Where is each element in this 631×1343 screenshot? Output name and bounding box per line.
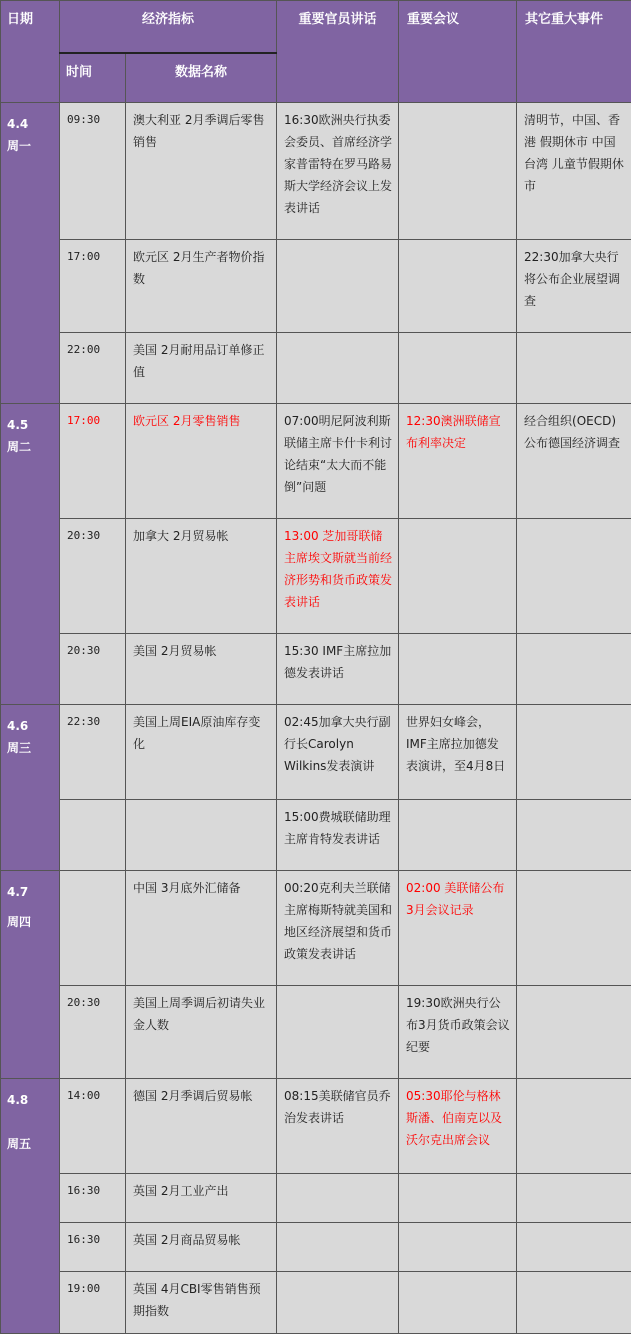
- speech-cell-text: [277, 1272, 398, 1284]
- day-weekday: 周五: [7, 1137, 32, 1151]
- speech-cell-text: 08:15美联储官员乔治发表讲话: [284, 1089, 391, 1125]
- other-event-cell: [517, 240, 631, 333]
- header-important-meetings: 重要会议: [399, 1, 517, 103]
- day-cell: [1, 103, 60, 404]
- speech-cell-text: 02:45加拿大央行副行长Carolyn Wilkins发表演讲: [284, 715, 391, 773]
- meeting-cell-text: [399, 1174, 516, 1186]
- meeting-cell-text: [399, 634, 516, 646]
- speech-cell-text: 15:00费城联储助理主席肯特发表讲话: [284, 810, 391, 846]
- data-name-cell-text: 美国 2月贸易帐: [133, 644, 217, 658]
- day-cell: [1, 1079, 60, 1334]
- data-name-cell-text: 美国上周EIA原油库存变化: [133, 715, 261, 751]
- other-event-cell: [517, 1079, 631, 1174]
- event-time-text: 17:00: [67, 250, 101, 263]
- meeting-cell: [399, 1272, 517, 1334]
- other-event-cell: [517, 986, 631, 1079]
- meeting-cell-text: [399, 103, 516, 115]
- day-date: 4.7: [7, 885, 29, 899]
- other-event-cell-text: 清明节，中国、香港 假期休市 中国台湾 儿童节假期休市: [524, 113, 624, 193]
- meeting-cell-text: [399, 1272, 516, 1284]
- event-time: [60, 240, 126, 333]
- event-time-text: 16:30: [67, 1233, 101, 1246]
- header-data-name: 数据名称: [126, 53, 277, 103]
- meeting-cell: [399, 871, 517, 986]
- data-name-cell-text: 美国 2月耐用品订单修正值: [133, 343, 265, 379]
- speech-cell-text: [277, 1223, 398, 1235]
- speech-cell: [277, 519, 399, 634]
- data-name-cell: [126, 871, 277, 986]
- other-event-cell: [517, 705, 631, 800]
- other-event-cell-text: [517, 800, 631, 812]
- other-event-cell: [517, 1223, 631, 1272]
- speech-cell-text: 15:30 IMF主席拉加德发表讲话: [284, 644, 392, 680]
- meeting-cell: [399, 800, 517, 871]
- data-name-cell-text: 欧元区 2月零售销售: [133, 414, 241, 428]
- other-event-cell-text: [517, 1223, 631, 1235]
- meeting-cell: [399, 1223, 517, 1272]
- meeting-cell-text: [399, 333, 516, 345]
- other-event-cell: [517, 333, 631, 404]
- meeting-cell: [399, 1174, 517, 1223]
- other-event-cell: [517, 634, 631, 705]
- speech-cell: [277, 986, 399, 1079]
- day-date: 4.6: [7, 719, 29, 733]
- speech-cell: [277, 1272, 399, 1334]
- event-time-text: [60, 871, 125, 883]
- data-name-cell: [126, 705, 277, 800]
- other-event-cell-text: 22:30加拿大央行将公布企业展望调查: [524, 250, 621, 308]
- speech-cell: [277, 1174, 399, 1223]
- event-time-text: 09:30: [67, 113, 101, 126]
- event-time-text: 17:00: [67, 414, 101, 427]
- event-time-text: 19:00: [67, 1282, 101, 1295]
- other-event-cell-text: 经合组织(OECD)公布德国经济调查: [524, 414, 621, 450]
- data-name-cell: [126, 404, 277, 519]
- speech-cell-text: 00:20克利夫兰联储主席梅斯特就美国和地区经济展望和货币政策发表讲话: [284, 881, 393, 961]
- speech-cell-text: [277, 240, 398, 252]
- event-time: [60, 800, 126, 871]
- meeting-cell-text: 世界妇女峰会，IMF主席拉加德发表演讲，至4月8日: [406, 715, 506, 773]
- day-weekday: 周四: [7, 915, 32, 929]
- header-official-speeches: 重要官员讲话: [277, 1, 399, 103]
- speech-cell: [277, 871, 399, 986]
- speech-cell: [277, 333, 399, 404]
- data-name-cell: [126, 1223, 277, 1272]
- speech-cell: [277, 1079, 399, 1174]
- data-name-cell: [126, 1272, 277, 1334]
- meeting-cell-text: [399, 800, 516, 812]
- data-name-cell: [126, 519, 277, 634]
- data-name-cell-text: 欧元区 2月生产者物价指数: [133, 250, 265, 286]
- data-name-cell: [126, 240, 277, 333]
- other-event-cell: [517, 404, 631, 519]
- day-date: 4.5: [7, 418, 29, 432]
- day-cell: [1, 404, 60, 705]
- meeting-cell: [399, 240, 517, 333]
- data-name-cell: [126, 986, 277, 1079]
- data-name-cell-text: [126, 800, 276, 812]
- speech-cell-text: [277, 986, 398, 998]
- other-event-cell: [517, 871, 631, 986]
- speech-cell-text: 13:00 芝加哥联储主席埃文斯就当前经济形势和货币政策发表讲话: [284, 529, 393, 609]
- data-name-cell: [126, 1174, 277, 1223]
- meeting-cell: [399, 519, 517, 634]
- other-event-cell: [517, 800, 631, 871]
- other-event-cell-text: [517, 871, 631, 883]
- other-event-cell-text: [517, 1174, 631, 1186]
- event-time-text: 22:00: [67, 343, 101, 356]
- event-time: [60, 333, 126, 404]
- other-event-cell-text: [517, 634, 631, 646]
- other-event-cell: [517, 1174, 631, 1223]
- event-time-text: 20:30: [67, 529, 101, 542]
- header-economic-indicators: 经济指标: [60, 1, 277, 53]
- event-time-text: 20:30: [67, 644, 101, 657]
- meeting-cell-text: 05:30耶伦与格林斯潘、伯南克以及沃尔克出席会议: [406, 1089, 503, 1147]
- day-cell: [1, 705, 60, 871]
- other-event-cell: [517, 1272, 631, 1334]
- speech-cell-text: 07:00明尼阿波利斯联储主席卡什卡利讨论结束“太大而不能倒”问题: [284, 414, 393, 494]
- data-name-cell-text: 中国 3月底外汇储备: [133, 881, 241, 895]
- speech-cell: [277, 705, 399, 800]
- event-time-text: 20:30: [67, 996, 101, 1009]
- event-time: [60, 705, 126, 800]
- data-name-cell-text: 美国上周季调后初请失业金人数: [133, 996, 266, 1032]
- data-name-cell-text: 英国 2月工业产出: [133, 1184, 229, 1198]
- data-name-cell: [126, 634, 277, 705]
- data-name-cell-text: 澳大利亚 2月季调后零售销售: [133, 113, 265, 149]
- speech-cell: [277, 240, 399, 333]
- other-event-cell-text: [517, 986, 631, 998]
- meeting-cell-text: 02:00 美联储公布3月会议记录: [406, 881, 505, 917]
- meeting-cell-text: [399, 240, 516, 252]
- data-name-cell: [126, 1079, 277, 1174]
- other-event-cell-text: [517, 519, 631, 531]
- day-weekday: 周一: [7, 139, 32, 153]
- meeting-cell: [399, 634, 517, 705]
- other-event-cell: [517, 103, 631, 240]
- speech-cell-text: [277, 1174, 398, 1186]
- event-time: [60, 871, 126, 986]
- event-time: [60, 1174, 126, 1223]
- speech-cell: [277, 800, 399, 871]
- data-name-cell: [126, 800, 277, 871]
- day-date: 4.4: [7, 117, 29, 131]
- event-time-text: 22:30: [67, 715, 101, 728]
- meeting-cell-text: 12:30澳洲联储宣布利率决定: [406, 414, 501, 450]
- meeting-cell: [399, 103, 517, 240]
- data-name-cell: [126, 333, 277, 404]
- other-event-cell-text: [517, 1272, 631, 1284]
- event-time: [60, 634, 126, 705]
- speech-cell-text: 16:30欧洲央行执委会委员、首席经济学家普雷特在罗马路易斯大学经济会议上发表讲话: [284, 113, 393, 215]
- meeting-cell-text: [399, 1223, 516, 1235]
- meeting-cell-text: 19:30欧洲央行公布3月货币政策会议纪要: [406, 996, 510, 1054]
- other-event-cell-text: [517, 333, 631, 345]
- event-time: [60, 404, 126, 519]
- meeting-cell: [399, 333, 517, 404]
- header-time: 时间: [60, 53, 126, 103]
- other-event-cell-text: [517, 1079, 631, 1091]
- event-time-text: [60, 800, 125, 812]
- event-time: [60, 986, 126, 1079]
- day-weekday: 周二: [7, 440, 32, 454]
- meeting-cell: [399, 986, 517, 1079]
- meeting-cell: [399, 705, 517, 800]
- event-time: [60, 1079, 126, 1174]
- meeting-cell: [399, 1079, 517, 1174]
- day-weekday: 周三: [7, 741, 32, 755]
- data-name-cell-text: 加拿大 2月贸易帐: [133, 529, 229, 543]
- header-other-events: 其它重大事件: [517, 1, 631, 103]
- meeting-cell: [399, 404, 517, 519]
- other-event-cell: [517, 519, 631, 634]
- meeting-cell-text: [399, 519, 516, 531]
- data-name-cell-text: 德国 2月季调后贸易帐: [133, 1089, 253, 1103]
- other-event-cell-text: [517, 705, 631, 717]
- event-time: [60, 1272, 126, 1334]
- day-date: 4.8: [7, 1093, 29, 1107]
- speech-cell: [277, 103, 399, 240]
- event-time: [60, 519, 126, 634]
- event-time: [60, 1223, 126, 1272]
- header-date: 日期: [1, 1, 60, 103]
- speech-cell: [277, 634, 399, 705]
- event-time: [60, 103, 126, 240]
- day-cell: [1, 871, 60, 1079]
- speech-cell-text: [277, 333, 398, 345]
- event-time-text: 14:00: [67, 1089, 101, 1102]
- data-name-cell-text: 英国 2月商品贸易帐: [133, 1233, 241, 1247]
- data-name-cell-text: 英国 4月CBI零售销售预期指数: [133, 1282, 261, 1318]
- speech-cell: [277, 404, 399, 519]
- speech-cell: [277, 1223, 399, 1272]
- data-name-cell: [126, 103, 277, 240]
- event-time-text: 16:30: [67, 1184, 101, 1197]
